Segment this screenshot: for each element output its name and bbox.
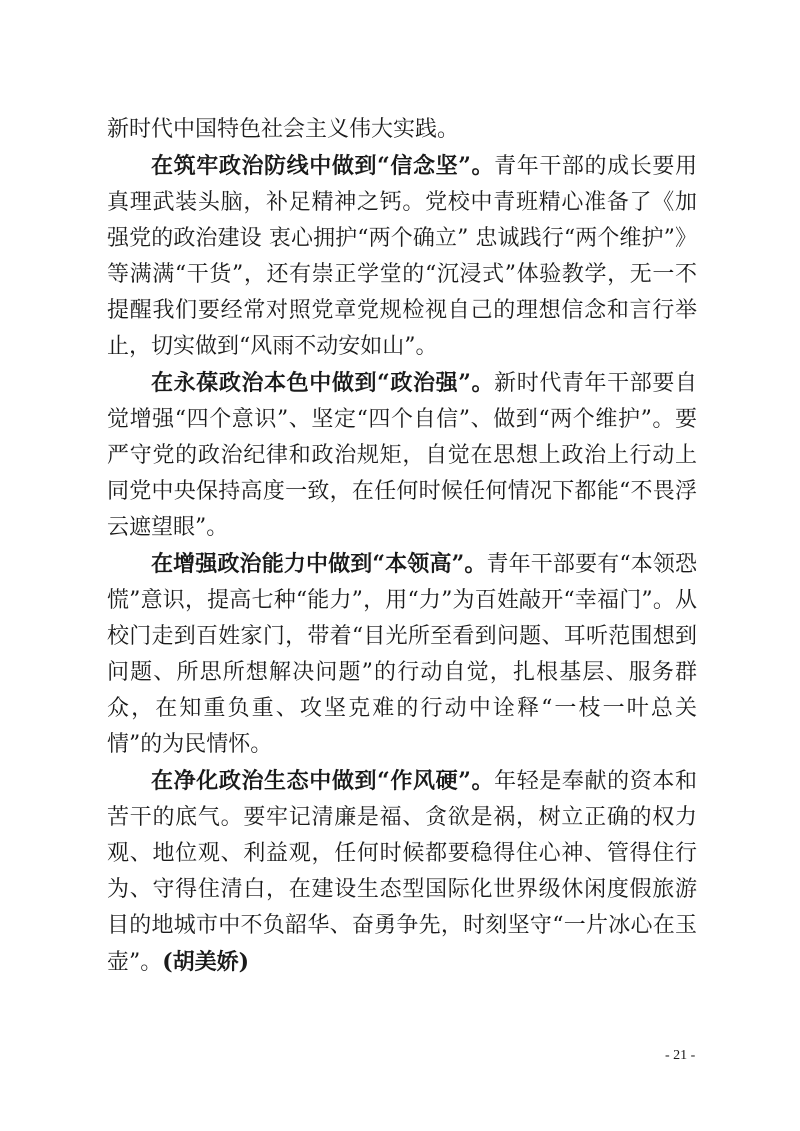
paragraph-body: 年轻是奉献的资本和苦干的底气。要牢记清廉是福、贪欲是祸，树立正确的权力观、地位观、利益观，任何时候都要稳得住心神、管得住行为、守得住清白，在建设生态型国际化世界级休闲度假旅游目的地城市中不负韶华、奋勇争先，时刻坚守“一片冰心在玉壶”。 <box>107 769 697 975</box>
paragraph-body: 青年干部的成长要用真理武装头脑，补足精神之钙。党校中青班精心准备了《加强党的政治建设 衷心拥护“两个确立” 忠诚践行“两个维护”》等满满“干货”，还有崇正学堂的“沉浸式”体验教学，无一不提醒我们要经常对照党章党规检视自己的理想信念和言行举止，切实做到“风雨不动安如山”。 <box>107 154 697 359</box>
paragraph-politics <box>107 365 697 546</box>
continuation-paragraph <box>107 112 697 148</box>
author-signature: (胡美娇) <box>162 949 250 975</box>
paragraph-belief <box>107 148 697 365</box>
paragraph-conduct <box>107 763 697 981</box>
paragraph-body: 新时代青年干部要自觉增强“四个意识”、坚定“四个自信”、做到“两个维护”。要严守党的政治纪律和政治规矩，自觉在思想上政治上行动上同党中央保持高度一致，在任何时候任何情况下都能“不畏浮云遮望眼”。 <box>107 371 697 540</box>
paragraph-lead: 在永葆政治本色中做到“政治强”。 <box>151 370 495 396</box>
paragraph-body: 青年干部要有“本领恐慌”意识，提高七种“能力”，用“力”为百姓敲开“幸福门”。从校门走到百姓家门，带着“目光所至看到问题、耳听范围想到问题、所思所想解决问题”的行动自觉，扎根基层、服务群众，在知重负重、攻坚克难的行动中诠释“一枝一叶总关情”的为民情怀。 <box>107 552 698 757</box>
article-body <box>107 112 697 981</box>
page-number: - 21 - <box>665 1048 696 1063</box>
paragraph-lead: 在净化政治生态中做到“作风硬”。 <box>151 768 495 794</box>
paragraph-lead: 在增强政治能力中做到“本领高”。 <box>151 551 487 577</box>
paragraph-lead: 在筑牢政治防线中做到“信念坚”。 <box>151 153 495 179</box>
paragraph-ability <box>107 546 697 763</box>
continuation-text: 新时代中国特色社会主义伟大实践。 <box>107 117 460 142</box>
